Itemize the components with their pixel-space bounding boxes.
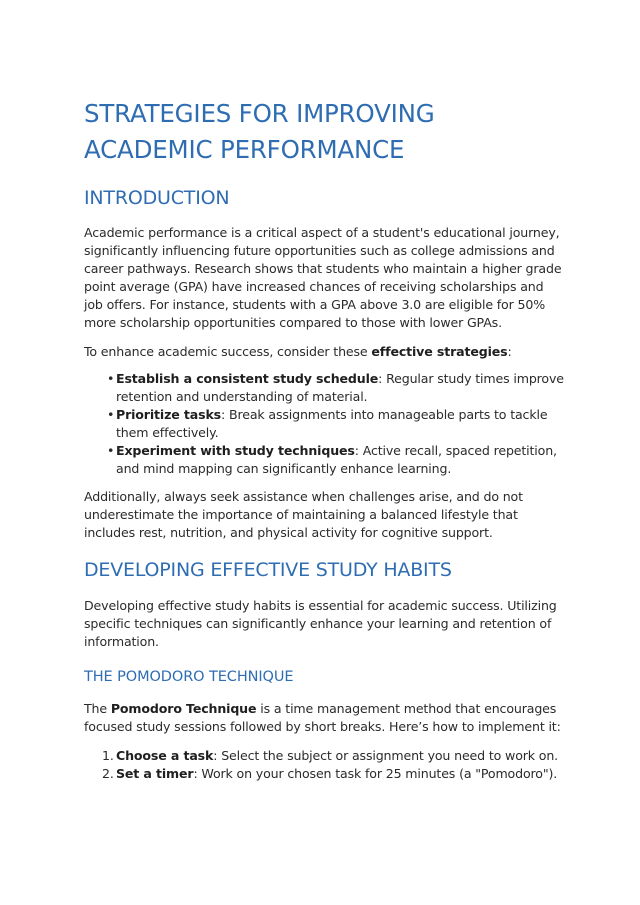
- introduction-paragraph-2: [84, 343, 564, 361]
- emphasis-text: Pomodoro Technique: [110, 701, 257, 716]
- strategy-label: Establish a consistent study schedule: [116, 371, 379, 386]
- bullet-icon: •: [107, 407, 115, 422]
- paragraph-text: is a time management method that encourages focused study sessions followed by short breaks. Here’s how to implement it:: [84, 701, 561, 734]
- bullet-icon: •: [107, 443, 115, 458]
- pomodoro-step-item: [84, 747, 564, 765]
- strategy-text: : Active recall, spaced repetition, and mind mapping can significantly enhance learning.: [116, 443, 557, 476]
- emphasis-text: effective strategies: [371, 344, 508, 359]
- step-label: Set a timer: [116, 766, 194, 781]
- strategy-list-item: [84, 406, 564, 442]
- step-label: Choose a task: [116, 748, 214, 763]
- strategies-list: [84, 370, 564, 478]
- strategy-label: Prioritize tasks: [116, 407, 222, 422]
- pomodoro-heading: THE POMODORO TECHNIQUE: [84, 669, 294, 685]
- document-title: [84, 96, 564, 168]
- strategy-list-item: [84, 370, 564, 406]
- introduction-heading: INTRODUCTION: [84, 187, 230, 209]
- step-number: 1.: [102, 748, 114, 763]
- study-habits-heading: DEVELOPING EFFECTIVE STUDY HABITS: [84, 559, 452, 581]
- strategy-text: : Regular study times improve retention and understanding of material.: [116, 371, 564, 404]
- paragraph-text: The: [84, 701, 111, 716]
- introduction-paragraph-1: Academic performance is a critical aspect of a student's educational journey, significantly influencing future opportunities such as college admissions and career pathways. Research shows that students who maintain a higher grade point average (GPA) have increased chances of receiving scholarships and job offers. For instance, students with a GPA above 3.0 are eligible for 50% more scholarship opportunities compared to those with lower GPAs.: [84, 225, 562, 330]
- strategy-text: : Break assignments into manageable parts to tackle them effectively.: [116, 407, 548, 440]
- bullet-icon: •: [107, 371, 115, 386]
- paragraph-text: :: [507, 344, 512, 359]
- pomodoro-step-item: [84, 765, 564, 783]
- step-text: : Select the subject or assignment you need to work on.: [213, 748, 559, 763]
- paragraph-text: To enhance academic success, consider these: [84, 344, 372, 359]
- document-title-line-1: STRATEGIES FOR IMPROVING: [84, 99, 435, 128]
- study-habits-paragraph: Developing effective study habits is essential for academic success. Utilizing specific techniques can significantly enhance your learning and retention of information.: [84, 598, 557, 649]
- document-title-line-2: ACADEMIC PERFORMANCE: [84, 135, 405, 164]
- strategy-label: Experiment with study techniques: [116, 443, 355, 458]
- strategy-list-item: [84, 442, 564, 478]
- pomodoro-steps-list: [84, 747, 564, 783]
- introduction-paragraph-3: Additionally, always seek assistance when challenges arise, and do not underestimate the importance of maintaining a balanced lifestyle that includes rest, nutrition, and physical activity for cognitive support.: [84, 489, 523, 540]
- step-number: 2.: [102, 766, 114, 781]
- step-text: : Work on your chosen task for 25 minutes (a "Pomodoro").: [193, 766, 558, 781]
- document-page: [84, 96, 564, 783]
- pomodoro-paragraph: [84, 700, 564, 736]
